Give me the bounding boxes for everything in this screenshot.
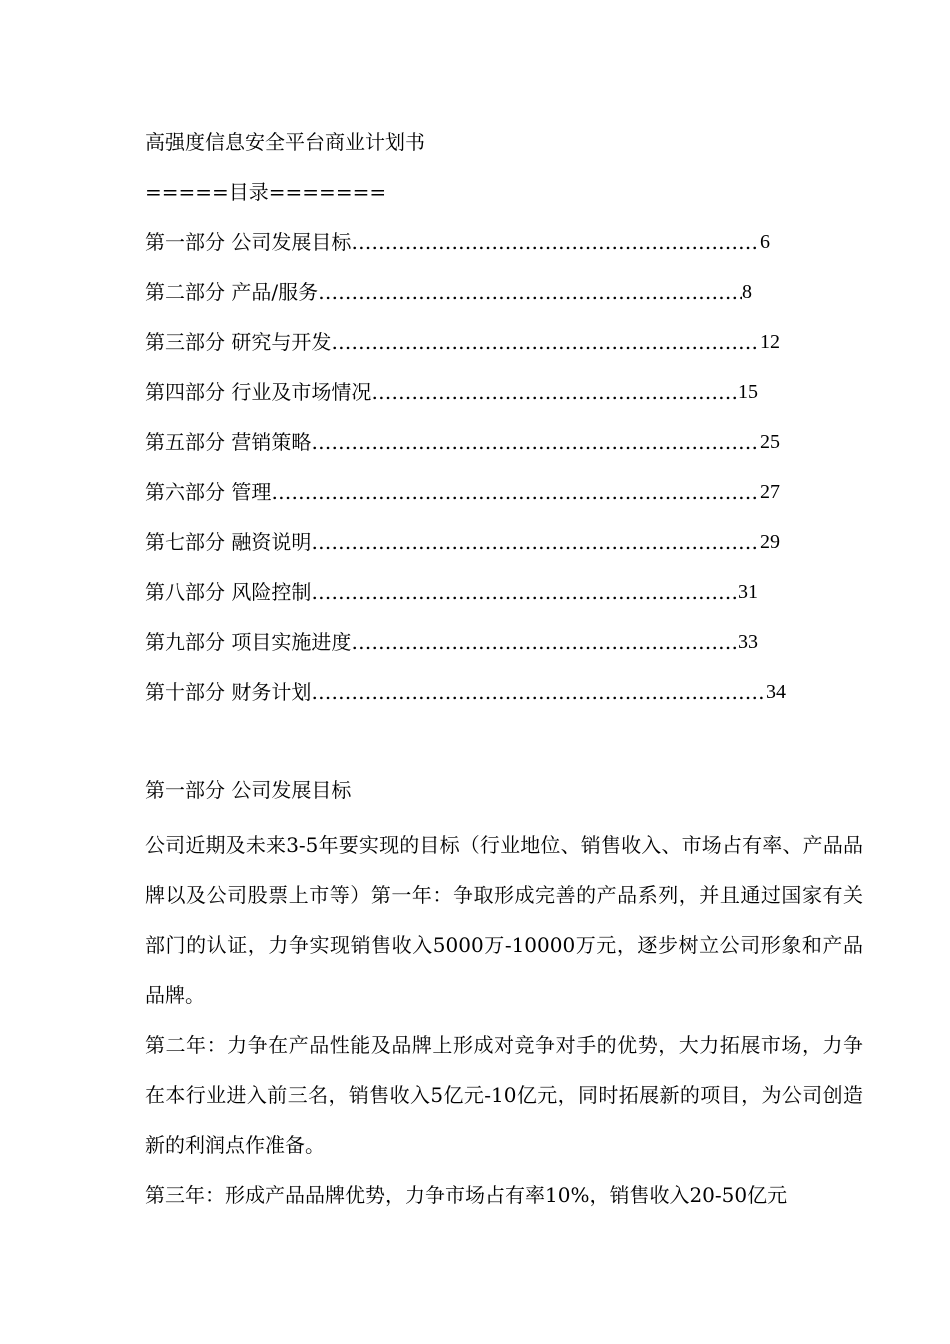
paragraph: 第三年：形成产品品牌优势，力争市场占有率10%，销售收入20-50亿元 xyxy=(145,1183,788,1207)
toc-entry-label: 第七部分 融资说明 xyxy=(145,530,312,554)
toc-entry-label: 第八部分 风险控制 xyxy=(145,580,312,604)
toc-entry[interactable] xyxy=(145,622,758,672)
toc-entry[interactable] xyxy=(145,322,780,372)
toc-leader xyxy=(311,672,766,722)
toc-entry[interactable] xyxy=(145,272,752,322)
toc-entry-page: 6 xyxy=(760,231,770,253)
toc-leader xyxy=(311,572,738,622)
toc-entry-page: 12 xyxy=(760,331,780,353)
toc-entry-label: 第九部分 项目实施进度 xyxy=(145,630,352,654)
toc-entry[interactable] xyxy=(145,222,770,272)
toc-leader xyxy=(351,622,738,672)
toc-entry-label: 第六部分 管理 xyxy=(145,480,272,504)
toc-entry-label: 第二部分 产品/服务 xyxy=(145,280,319,304)
toc-leader xyxy=(351,222,760,272)
toc-entry-page: 29 xyxy=(760,531,780,553)
toc-entry-label: 第一部分 公司发展目标 xyxy=(145,230,352,254)
section-heading: 第一部分 公司发展目标 xyxy=(145,778,352,802)
toc-entry-label: 第四部分 行业及市场情况 xyxy=(145,380,372,404)
table-of-contents xyxy=(145,222,863,722)
toc-leader xyxy=(371,372,738,422)
toc-entry-page: 25 xyxy=(760,431,780,453)
toc-entry[interactable] xyxy=(145,422,780,472)
paragraph: 公司近期及未来3-5年要实现的目标（行业地位、销售收入、市场占有率、产品品牌以及公司股票上市等）第一年：争取形成完善的产品系列，并且通过国家有关部门的认证，力争实现销售收入5000万-10000万元，逐步树立公司形象和产品品牌。 xyxy=(145,833,863,1007)
paragraph: 第二年：力争在产品性能及品牌上形成对竞争对手的优势，大力拓展市场，力争在本行业进入前三名，销售收入5亿元-10亿元，同时拓展新的项目，为公司创造新的利润点作准备。 xyxy=(145,1033,863,1157)
toc-entry-label: 第十部分 财务计划 xyxy=(145,680,312,704)
document-title: 高强度信息安全平台商业计划书 xyxy=(145,130,425,154)
toc-leader xyxy=(311,422,760,472)
toc-entry-page: 15 xyxy=(738,381,758,403)
toc-leader xyxy=(331,322,760,372)
toc-entry-label: 第五部分 营销策略 xyxy=(145,430,312,454)
toc-entry[interactable] xyxy=(145,472,780,522)
toc-entry[interactable] xyxy=(145,572,758,622)
toc-leader xyxy=(318,272,742,322)
spacer xyxy=(145,722,863,770)
toc-entry-page: 34 xyxy=(766,681,786,703)
toc-leader xyxy=(311,522,760,572)
toc-entry[interactable] xyxy=(145,672,786,722)
toc-entry-page: 31 xyxy=(738,581,758,603)
document-page xyxy=(145,122,863,1220)
toc-entry[interactable] xyxy=(145,372,758,422)
toc-entry-page: 27 xyxy=(760,481,780,503)
toc-leader xyxy=(271,472,760,522)
toc-entry-label: 第三部分 研究与开发 xyxy=(145,330,332,354)
toc-entry-page: 33 xyxy=(738,631,758,653)
toc-entry[interactable] xyxy=(145,522,780,572)
toc-heading: =====目录======= xyxy=(145,180,387,204)
toc-entry-page: 8 xyxy=(742,281,752,303)
